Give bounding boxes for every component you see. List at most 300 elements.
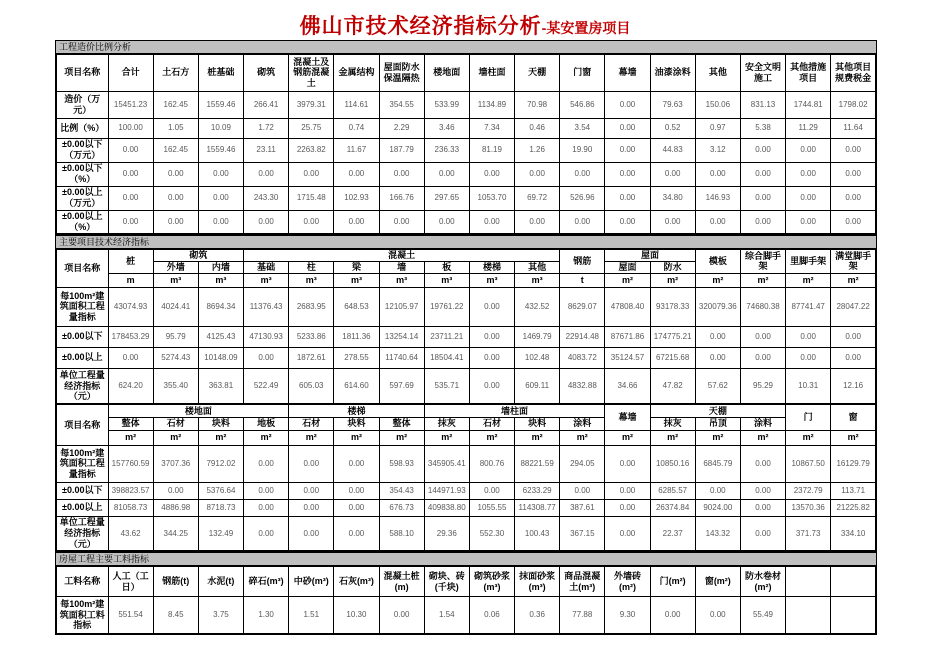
- data-cell: 0.00: [605, 499, 650, 516]
- data-cell: 1.54: [424, 596, 469, 634]
- data-cell: 0.00: [244, 162, 289, 186]
- header-cell: m³: [515, 273, 560, 287]
- data-cell: 157760.59: [108, 445, 153, 482]
- data-cell: 0.00: [786, 138, 831, 162]
- data-cell: 0.00: [108, 347, 153, 368]
- data-cell: 8629.07: [560, 287, 605, 326]
- data-cell: 19.90: [560, 138, 605, 162]
- data-cell: 1744.81: [786, 91, 831, 118]
- section-title-materials: 房屋工程主要工料指标: [55, 552, 877, 565]
- data-cell: 0.00: [334, 482, 379, 499]
- data-cell: 67215.68: [650, 347, 695, 368]
- page-title-sub: -某安置房项目: [541, 20, 631, 36]
- data-cell: 0.00: [334, 516, 379, 551]
- data-cell: 1.05: [153, 118, 198, 138]
- data-cell: 4083.72: [560, 347, 605, 368]
- data-cell: 0.00: [831, 347, 876, 368]
- data-cell: 5233.86: [289, 326, 334, 347]
- data-cell: 81.19: [469, 138, 514, 162]
- row-label: 每100m²建筑面积工程量指标: [56, 287, 108, 326]
- data-cell: 43.62: [108, 516, 153, 551]
- data-cell: 0.00: [786, 210, 831, 234]
- data-cell: 0.00: [605, 482, 650, 499]
- data-cell: 0.00: [560, 210, 605, 234]
- header-cell: t: [560, 273, 605, 287]
- data-cell: 0.00: [289, 482, 334, 499]
- data-cell: 0.00: [605, 516, 650, 551]
- data-cell: 535.71: [424, 368, 469, 404]
- data-cell: 3.12: [695, 138, 740, 162]
- data-cell: 162.45: [153, 91, 198, 118]
- data-cell: 87741.47: [786, 287, 831, 326]
- data-cell: 35124.57: [605, 347, 650, 368]
- table-row: [56, 186, 876, 210]
- data-cell: 114308.77: [515, 499, 560, 516]
- data-cell: 0.00: [695, 210, 740, 234]
- data-cell: 132.49: [198, 516, 243, 551]
- header-cell: 抹灰: [424, 417, 469, 430]
- data-cell: 0.00: [469, 210, 514, 234]
- data-cell: 23.11: [244, 138, 289, 162]
- data-cell: 13570.36: [786, 499, 831, 516]
- data-cell: 0.00: [289, 210, 334, 234]
- header-cell: m²: [650, 273, 695, 287]
- header-cell: 天棚: [515, 54, 560, 91]
- data-cell: 0.00: [695, 162, 740, 186]
- data-cell: [831, 596, 876, 634]
- data-cell: 74680.38: [740, 287, 785, 326]
- data-cell: 7.34: [469, 118, 514, 138]
- data-cell: 113.71: [831, 482, 876, 499]
- header-cell: m³: [469, 273, 514, 287]
- data-cell: 0.00: [379, 596, 424, 634]
- data-cell: 28047.22: [831, 287, 876, 326]
- data-cell: 345905.41: [424, 445, 469, 482]
- data-cell: 0.00: [469, 347, 514, 368]
- data-cell: 363.81: [198, 368, 243, 404]
- header-cell: 石材: [153, 417, 198, 430]
- data-cell: 47130.93: [244, 326, 289, 347]
- data-cell: 598.93: [379, 445, 424, 482]
- data-cell: 87671.86: [605, 326, 650, 347]
- data-cell: 6285.57: [650, 482, 695, 499]
- header-cell: 块料: [198, 417, 243, 430]
- header-cell: 楼地面: [424, 54, 469, 91]
- data-cell: 0.00: [334, 499, 379, 516]
- header-cell: 地板: [244, 417, 289, 430]
- data-cell: 178453.29: [108, 326, 153, 347]
- data-cell: 4125.43: [198, 326, 243, 347]
- cost-ratio-table: [55, 53, 877, 235]
- data-cell: 1134.89: [469, 91, 514, 118]
- header-cell: [786, 566, 831, 596]
- header-cell: 窗(m²): [695, 566, 740, 596]
- data-cell: 1559.46: [198, 91, 243, 118]
- header-cell: 块料: [334, 417, 379, 430]
- data-cell: 278.55: [334, 347, 379, 368]
- data-cell: 236.33: [424, 138, 469, 162]
- header-cell: 楼梯: [289, 404, 425, 417]
- data-cell: 533.99: [424, 91, 469, 118]
- data-cell: 0.00: [695, 326, 740, 347]
- header-cell: m²: [831, 273, 876, 287]
- header-cell: 墙柱面: [469, 54, 514, 91]
- header-cell: 内墙: [198, 261, 243, 273]
- data-cell: 70.98: [515, 91, 560, 118]
- header-cell: 人工（工日）: [108, 566, 153, 596]
- data-cell: 0.00: [695, 596, 740, 634]
- data-cell: 0.00: [786, 347, 831, 368]
- header-cell: 石灰(m³): [334, 566, 379, 596]
- header-cell: m²: [650, 430, 695, 445]
- header-cell: m²: [424, 430, 469, 445]
- data-cell: 13254.14: [379, 326, 424, 347]
- row-label: ±0.00以下（%）: [56, 162, 108, 186]
- data-cell: 2683.95: [289, 287, 334, 326]
- data-cell: 609.11: [515, 368, 560, 404]
- data-cell: 1559.46: [198, 138, 243, 162]
- data-cell: 387.61: [560, 499, 605, 516]
- data-cell: 0.00: [740, 186, 785, 210]
- header-cell: 防水: [650, 261, 695, 273]
- data-cell: 1811.36: [334, 326, 379, 347]
- row-label: ±0.00以上: [56, 347, 108, 368]
- data-cell: 0.00: [108, 138, 153, 162]
- header-cell: 砌筑: [153, 249, 243, 261]
- header-cell: 金属结构: [334, 54, 379, 91]
- data-cell: 0.52: [650, 118, 695, 138]
- data-cell: 5274.43: [153, 347, 198, 368]
- data-cell: 23711.21: [424, 326, 469, 347]
- header-cell: m²: [469, 430, 514, 445]
- header-cell: 屋面: [605, 261, 650, 273]
- header-cell: 吊顶: [695, 417, 740, 430]
- header-cell: 商品混凝土(m³): [560, 566, 605, 596]
- data-cell: 398823.57: [108, 482, 153, 499]
- data-cell: 800.76: [469, 445, 514, 482]
- data-cell: 0.00: [515, 162, 560, 186]
- header-cell: 梁: [334, 261, 379, 273]
- header-cell: 项目名称: [56, 404, 108, 445]
- header-cell: m²: [740, 273, 785, 287]
- data-cell: 0.00: [740, 138, 785, 162]
- data-cell: 0.06: [469, 596, 514, 634]
- data-cell: 11.29: [786, 118, 831, 138]
- row-label: 每100m²建筑面积工料指标: [56, 596, 108, 634]
- data-cell: 0.00: [289, 162, 334, 186]
- data-cell: 3.54: [560, 118, 605, 138]
- data-cell: 0.00: [605, 91, 650, 118]
- row-label: ±0.00以上（万元）: [56, 186, 108, 210]
- data-cell: 0.00: [650, 162, 695, 186]
- data-cell: 0.00: [831, 326, 876, 347]
- data-cell: 0.00: [695, 482, 740, 499]
- header-cell: 幕墙: [605, 404, 650, 430]
- table-row: [56, 596, 876, 634]
- header-cell: m²: [198, 430, 243, 445]
- data-cell: 4024.41: [153, 287, 198, 326]
- data-cell: 0.00: [786, 162, 831, 186]
- data-cell: 69.72: [515, 186, 560, 210]
- header-cell: 门: [786, 404, 831, 430]
- data-cell: 648.53: [334, 287, 379, 326]
- data-cell: 0.00: [469, 368, 514, 404]
- table-row: [56, 516, 876, 551]
- data-cell: 0.00: [379, 210, 424, 234]
- data-cell: 43074.93: [108, 287, 153, 326]
- data-cell: 95.79: [153, 326, 198, 347]
- data-cell: 8.45: [153, 596, 198, 634]
- data-cell: 1715.48: [289, 186, 334, 210]
- header-cell: 其他: [515, 261, 560, 273]
- header-cell: 混凝土: [244, 249, 560, 261]
- data-cell: 0.00: [560, 162, 605, 186]
- data-cell: 100.00: [108, 118, 153, 138]
- page-title-main: 佛山市技术经济指标分析: [299, 15, 542, 38]
- data-cell: 88221.59: [515, 445, 560, 482]
- header-cell: m²: [515, 430, 560, 445]
- data-cell: 334.10: [831, 516, 876, 551]
- header-cell: m³: [379, 273, 424, 287]
- header-cell: 门(m²): [650, 566, 695, 596]
- data-cell: 150.06: [695, 91, 740, 118]
- table-row: [56, 210, 876, 234]
- data-cell: 93178.33: [650, 287, 695, 326]
- header-cell: 碎石(m³): [244, 566, 289, 596]
- header-cell: m³: [198, 273, 243, 287]
- table-row: [56, 347, 876, 368]
- data-cell: 10867.50: [786, 445, 831, 482]
- data-cell: 0.00: [560, 482, 605, 499]
- data-cell: 355.40: [153, 368, 198, 404]
- header-cell: m²: [108, 430, 153, 445]
- data-cell: 0.00: [244, 347, 289, 368]
- data-cell: 354.43: [379, 482, 424, 499]
- header-cell: 砌筑: [244, 54, 289, 91]
- header-cell: 油漆涂料: [650, 54, 695, 91]
- data-cell: 8694.34: [198, 287, 243, 326]
- data-cell: 1798.02: [831, 91, 876, 118]
- data-cell: 526.96: [560, 186, 605, 210]
- data-cell: 0.00: [469, 287, 514, 326]
- data-cell: 1469.79: [515, 326, 560, 347]
- header-cell: 里脚手架: [786, 249, 831, 273]
- header-cell: 钢筋: [560, 249, 605, 273]
- row-label: 造价（万元）: [56, 91, 108, 118]
- data-cell: 0.00: [424, 210, 469, 234]
- header-cell: 防水卷材(m²): [740, 566, 785, 596]
- header-cell: 混凝土桩(m): [379, 566, 424, 596]
- report-sheet: [55, 40, 877, 635]
- header-cell: 土石方: [153, 54, 198, 91]
- row-label: 单位工程量经济指标（元）: [56, 368, 108, 404]
- data-cell: 1872.61: [289, 347, 334, 368]
- row-label: ±0.00以下: [56, 482, 108, 499]
- data-cell: 0.00: [605, 138, 650, 162]
- data-cell: 614.60: [334, 368, 379, 404]
- data-cell: 47.82: [650, 368, 695, 404]
- data-cell: 0.00: [153, 210, 198, 234]
- data-cell: 0.00: [831, 138, 876, 162]
- data-cell: 15451.23: [108, 91, 153, 118]
- data-cell: 551.54: [108, 596, 153, 634]
- section-title-tech-econ: 主要项目技术经济指标: [55, 235, 877, 248]
- data-cell: 367.15: [560, 516, 605, 551]
- header-cell: 桩: [108, 249, 153, 273]
- data-cell: 831.13: [740, 91, 785, 118]
- data-cell: 0.00: [786, 326, 831, 347]
- row-label: 比例（%）: [56, 118, 108, 138]
- data-cell: 12.16: [831, 368, 876, 404]
- header-cell: 合计: [108, 54, 153, 91]
- data-cell: 0.00: [605, 210, 650, 234]
- data-cell: 0.00: [740, 482, 785, 499]
- data-cell: 0.00: [198, 210, 243, 234]
- tech-econ-structure-table: [55, 248, 877, 405]
- data-cell: [786, 596, 831, 634]
- header-cell: 砌筑砂浆(m³): [469, 566, 514, 596]
- header-cell: 其他: [695, 54, 740, 91]
- header-cell: m³: [289, 273, 334, 287]
- data-cell: 102.48: [515, 347, 560, 368]
- data-cell: 1053.70: [469, 186, 514, 210]
- data-cell: 432.52: [515, 287, 560, 326]
- header-cell: 整体: [108, 417, 153, 430]
- row-label: 单位工程量经济指标（元）: [56, 516, 108, 551]
- data-cell: 29.36: [424, 516, 469, 551]
- header-cell: 天棚: [650, 404, 786, 417]
- data-cell: 0.00: [289, 445, 334, 482]
- data-cell: 2372.79: [786, 482, 831, 499]
- header-cell: m³: [244, 273, 289, 287]
- data-cell: 354.55: [379, 91, 424, 118]
- header-cell: 涂料: [560, 417, 605, 430]
- data-cell: 0.00: [334, 162, 379, 186]
- data-cell: 102.93: [334, 186, 379, 210]
- data-cell: 0.00: [605, 445, 650, 482]
- data-cell: 187.79: [379, 138, 424, 162]
- data-cell: 11.67: [334, 138, 379, 162]
- data-cell: 1.26: [515, 138, 560, 162]
- section-title-cost-ratio: 工程造价比例分析: [55, 40, 877, 53]
- table-row: [56, 91, 876, 118]
- table-row: [56, 499, 876, 516]
- data-cell: 0.00: [515, 210, 560, 234]
- header-cell: 项目名称: [56, 54, 108, 91]
- data-cell: 146.93: [695, 186, 740, 210]
- header-cell: m²: [153, 430, 198, 445]
- header-cell: 块料: [515, 417, 560, 430]
- header-cell: 水泥(t): [198, 566, 243, 596]
- data-cell: 95.29: [740, 368, 785, 404]
- data-cell: 22.37: [650, 516, 695, 551]
- data-cell: 144971.93: [424, 482, 469, 499]
- header-cell: 屋面: [605, 249, 695, 261]
- data-cell: 0.00: [153, 186, 198, 210]
- header-cell: m³: [153, 273, 198, 287]
- header-cell: m²: [379, 430, 424, 445]
- data-cell: 100.43: [515, 516, 560, 551]
- data-cell: 18504.41: [424, 347, 469, 368]
- data-cell: 47808.40: [605, 287, 650, 326]
- row-label: ±0.00以上（%）: [56, 210, 108, 234]
- data-cell: 297.65: [424, 186, 469, 210]
- data-cell: 605.03: [289, 368, 334, 404]
- data-cell: 81058.73: [108, 499, 153, 516]
- data-cell: 5376.64: [198, 482, 243, 499]
- data-cell: 0.00: [244, 482, 289, 499]
- data-cell: 10.30: [334, 596, 379, 634]
- data-cell: 597.69: [379, 368, 424, 404]
- header-cell: m²: [695, 273, 740, 287]
- data-cell: 344.25: [153, 516, 198, 551]
- header-cell: 基础: [244, 261, 289, 273]
- data-cell: 320079.36: [695, 287, 740, 326]
- data-cell: 0.00: [153, 482, 198, 499]
- data-cell: 0.00: [108, 210, 153, 234]
- data-cell: 11740.64: [379, 347, 424, 368]
- table-row: [56, 368, 876, 404]
- header-cell: m³: [424, 273, 469, 287]
- data-cell: 7912.02: [198, 445, 243, 482]
- data-cell: 522.49: [244, 368, 289, 404]
- data-cell: 0.00: [695, 347, 740, 368]
- data-cell: 0.00: [289, 516, 334, 551]
- data-cell: 16129.79: [831, 445, 876, 482]
- page-title: [0, 10, 930, 40]
- data-cell: 2263.82: [289, 138, 334, 162]
- data-cell: 0.00: [334, 210, 379, 234]
- header-cell: 窗: [831, 404, 876, 430]
- data-cell: 143.32: [695, 516, 740, 551]
- row-label: ±0.00以下: [56, 326, 108, 347]
- data-cell: 10850.16: [650, 445, 695, 482]
- table-row: [56, 162, 876, 186]
- data-cell: 12105.97: [379, 287, 424, 326]
- header-cell: 石材: [469, 417, 514, 430]
- header-cell: 板: [424, 261, 469, 273]
- data-cell: 409838.80: [424, 499, 469, 516]
- header-cell: 整体: [379, 417, 424, 430]
- data-cell: 0.00: [605, 118, 650, 138]
- header-cell: 综合脚手架: [740, 249, 785, 273]
- data-cell: 11376.43: [244, 287, 289, 326]
- data-cell: 0.00: [831, 210, 876, 234]
- data-cell: 22914.48: [560, 326, 605, 347]
- data-cell: 4886.98: [153, 499, 198, 516]
- data-cell: 1.72: [244, 118, 289, 138]
- data-cell: 19761.22: [424, 287, 469, 326]
- header-cell: m²: [605, 430, 650, 445]
- header-cell: 外墙: [153, 261, 198, 273]
- header-cell: 幕墙: [605, 54, 650, 91]
- data-cell: 0.00: [740, 516, 785, 551]
- data-cell: 174775.21: [650, 326, 695, 347]
- header-cell: 其他措施项目: [786, 54, 831, 91]
- data-cell: 162.45: [153, 138, 198, 162]
- header-cell: 桩基础: [198, 54, 243, 91]
- data-cell: 0.00: [108, 162, 153, 186]
- data-cell: 0.00: [244, 445, 289, 482]
- data-cell: 0.00: [153, 162, 198, 186]
- data-cell: 1.51: [289, 596, 334, 634]
- data-cell: 243.30: [244, 186, 289, 210]
- header-cell: [831, 566, 876, 596]
- data-cell: 44.83: [650, 138, 695, 162]
- data-cell: 0.00: [469, 326, 514, 347]
- data-cell: 8718.73: [198, 499, 243, 516]
- header-cell: 安全文明施工: [740, 54, 785, 91]
